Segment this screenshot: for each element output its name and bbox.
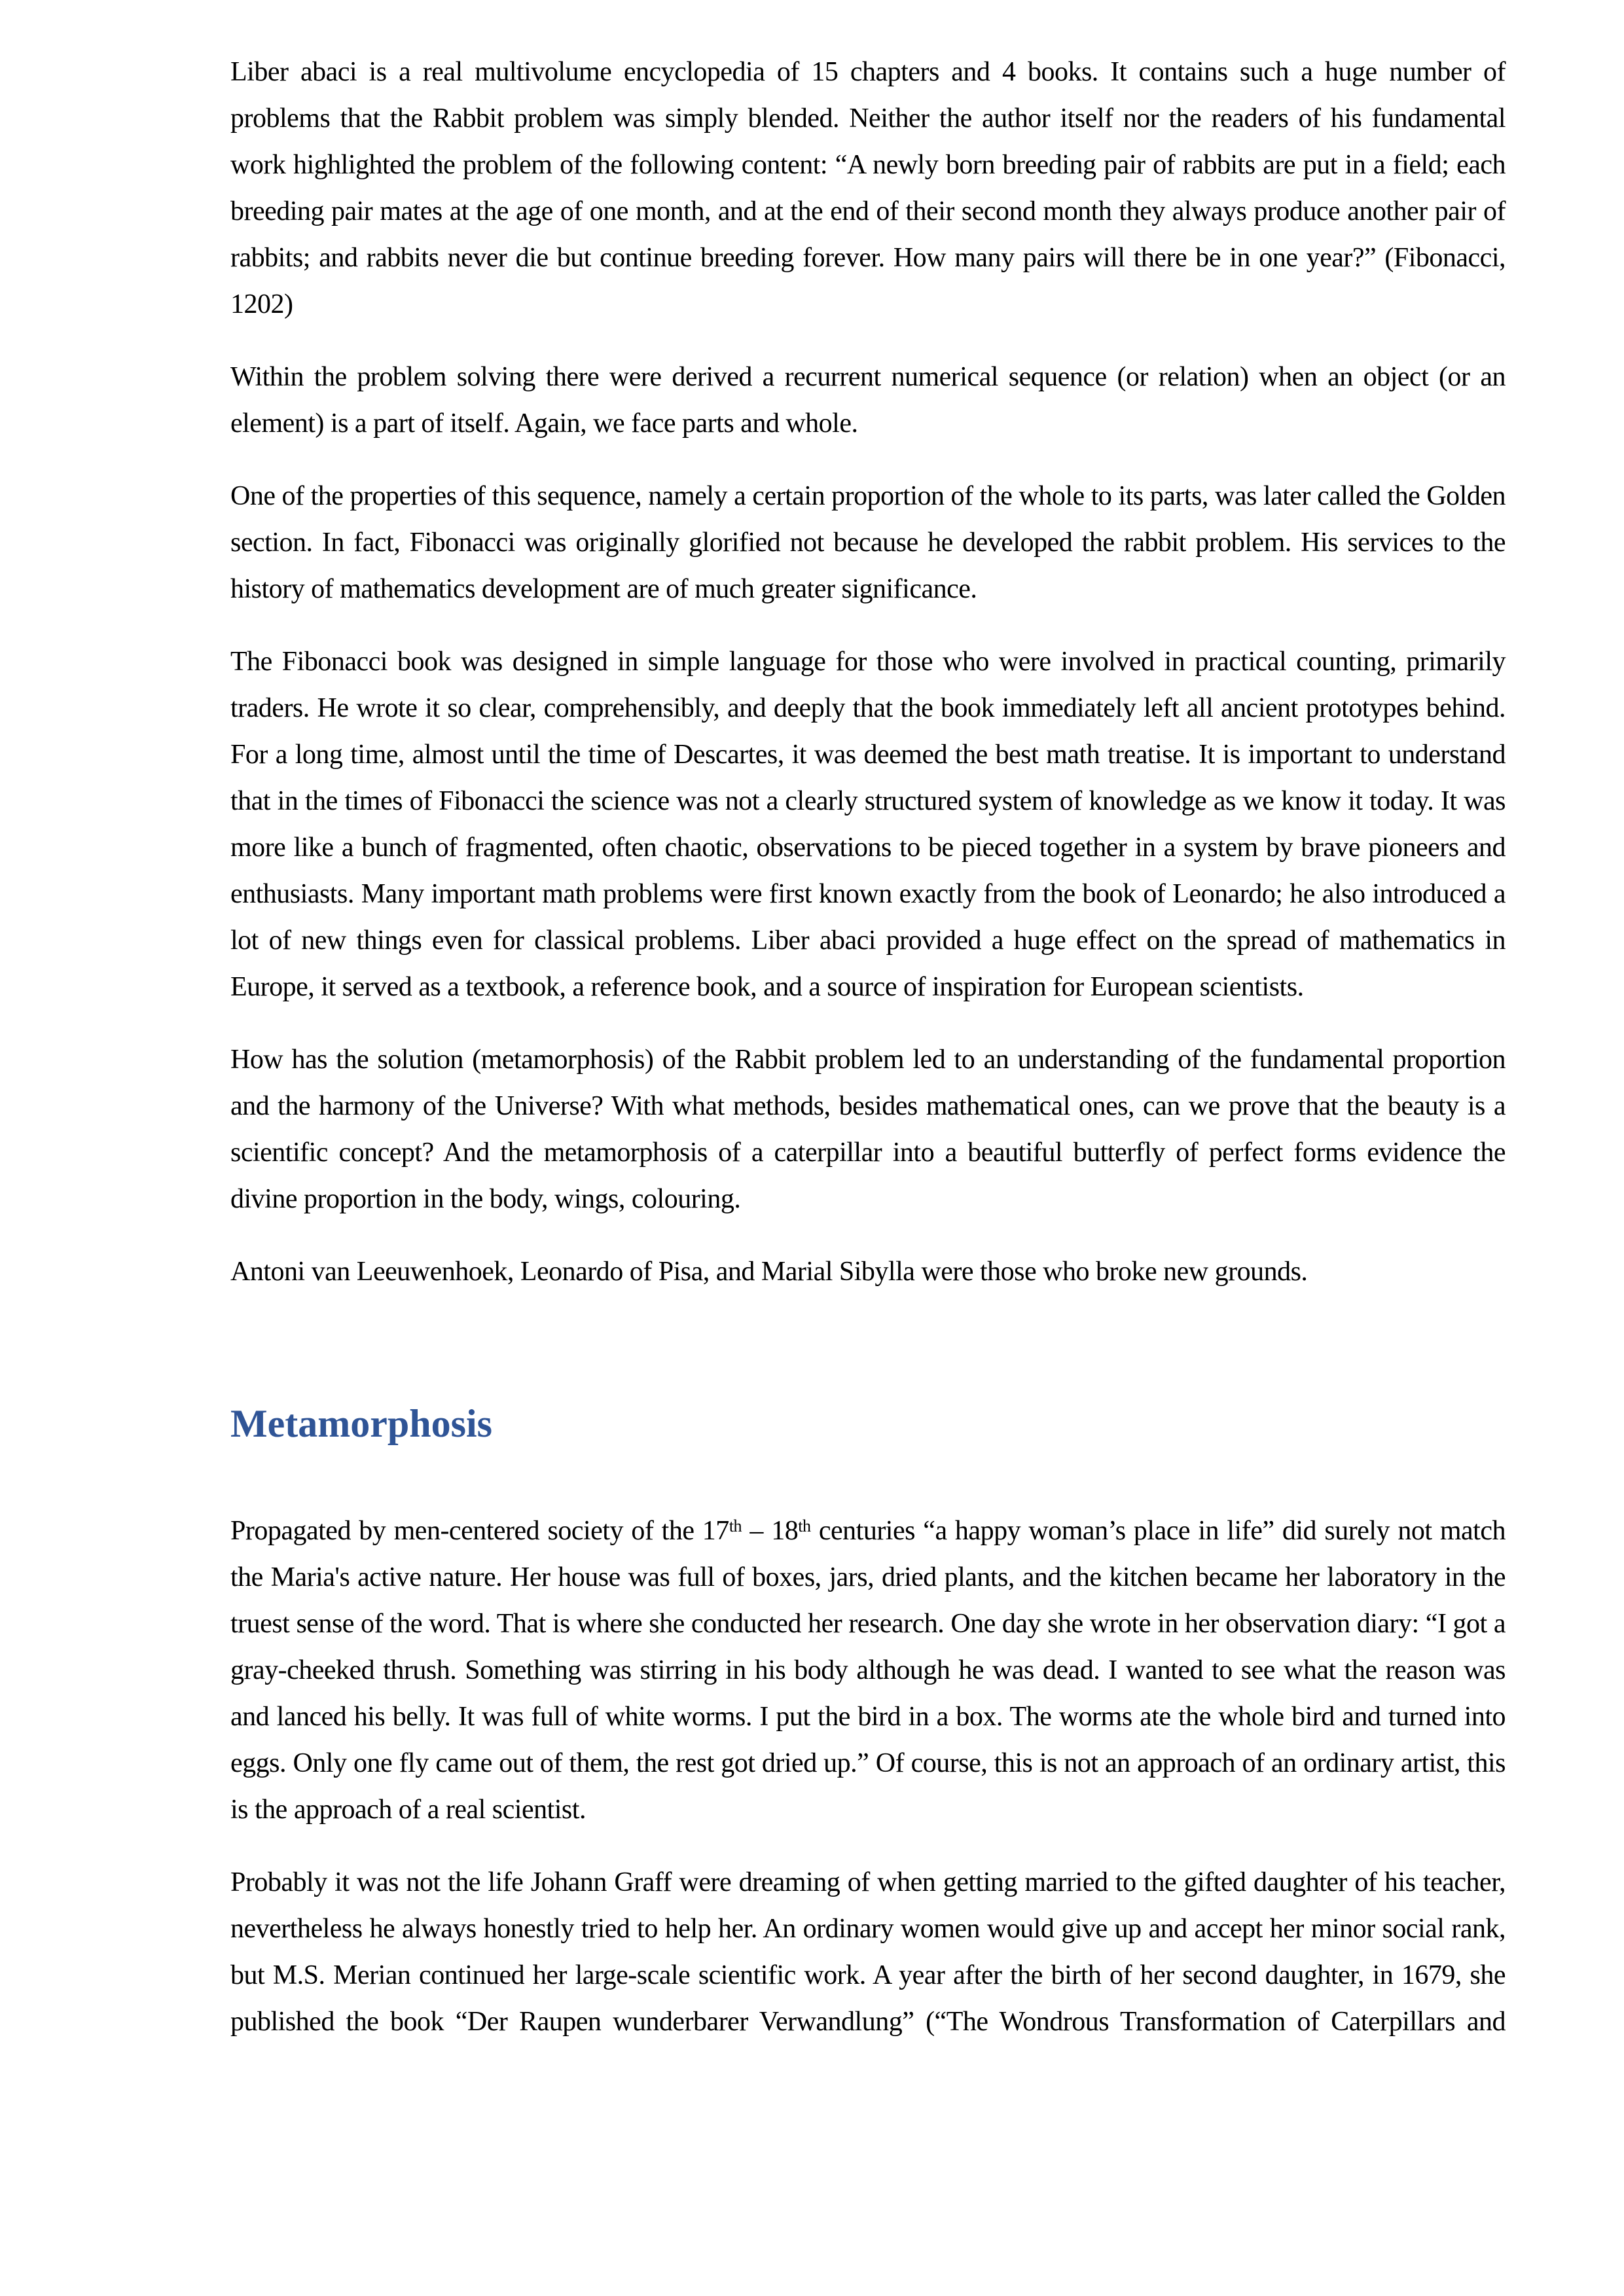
- paragraph-propagated-society: Propagated by men-centered society of the 17th – 18th centuries “a happy woman’s place in life” did surely not match the Maria's active nature. Her house was full of boxes, jars, dried plants, and the kitchen became her laboratory in the truest sense of the word. That is where she conducted her research. One day she wrote in her observation diary: “I got a gray-cheeked thrush. Something was stirring in his body although he was dead. I wanted to see what the reason was and lanced his belly. It was full of white worms. I put the bird in a box. The worms ate the whole bird and turned into eggs. Only one fly came out of them, the rest got dried up.” Of course, this is not an approach of an ordinary artist, this is the approach of a real scientist.: [230, 1516, 1506, 1825]
- paragraph-liber-abaci: Liber abaci is a real multivolume encyclopedia of 15 chapters and 4 books. It contains such a huge number of problems that the Rabbit problem was simply blended. Neither the author itself nor the readers of his fundamental work highlighted the problem of the following content: “A newly born breeding pair of rabbits are put in a field; each breeding pair mates at the age of one month, and at the end of their second month they always produce another pair of rabbits; and rabbits never die but continue breeding forever. How many pairs will there be in one year?” (Fibonacci, 1202): [230, 57, 1506, 319]
- paragraph-johann-graff: Probably it was not the life Johann Graff were dreaming of when getting married to the gifted daughter of his teacher, nevertheless he always honestly tried to help her. An ordinary women would give up and accept her minor social rank, but M.S. Merian continued her large-scale scientific work. A year after the birth of her second daughter, in 1679, she published the book “Der Raupen wunderbarer Verwandlung” (“The Wondrous Transformation of Caterpillars and: [230, 1867, 1506, 2037]
- paragraph-rabbit-solution-questions: How has the solution (metamorphosis) of the Rabbit problem led to an understanding of the fundamental proportion and the harmony of the Universe? With what methods, besides mathematical ones, can we prove that the beauty is a scientific concept? And the metamorphosis of a caterpillar into a beautiful butterfly of perfect forms evidence the divine proportion in the body, wings, colouring.: [230, 1045, 1506, 1214]
- paragraph-pioneers: Antoni van Leeuwenhoek, Leonardo of Pisa, and Marial Sibylla were those who broke new grounds.: [230, 1257, 1308, 1287]
- paragraph-fibonacci-book: The Fibonacci book was designed in simple language for those who were involved in practical counting, primarily traders. He wrote it so clear, comprehensibly, and deeply that the book immediately left all ancient prototypes behind. For a long time, almost until the time of Descartes, it was deemed the best math treatise. It is important to understand that in the times of Fibonacci the science was not a clearly structured system of knowledge as we know it today. It was more like a bunch of fragmented, often chaotic, observations to be pieced together in a system by brave pioneers and enthusiasts. Many important math problems were first known exactly from the book of Leonardo; he also introduced a lot of new things even for classical problems. Liber abaci provided a huge effect on the spread of mathematics in Europe, it served as a textbook, a reference book, and a source of inspiration for European scientists.: [230, 647, 1506, 1002]
- paragraph-golden-section: One of the properties of this sequence, namely a certain proportion of the whole to its parts, was later called the Golden section. In fact, Fibonacci was originally glorified not because he developed the rabbit problem. His services to the history of mathematics development are of much greater significance.: [230, 481, 1506, 604]
- paragraph-recurrent-sequence: Within the problem solving there were derived a recurrent numerical sequence (or relation) when an object (or an element) is a part of itself. Again, we face parts and whole.: [230, 362, 1506, 439]
- section-heading-metamorphosis: Metamorphosis: [230, 1402, 492, 1445]
